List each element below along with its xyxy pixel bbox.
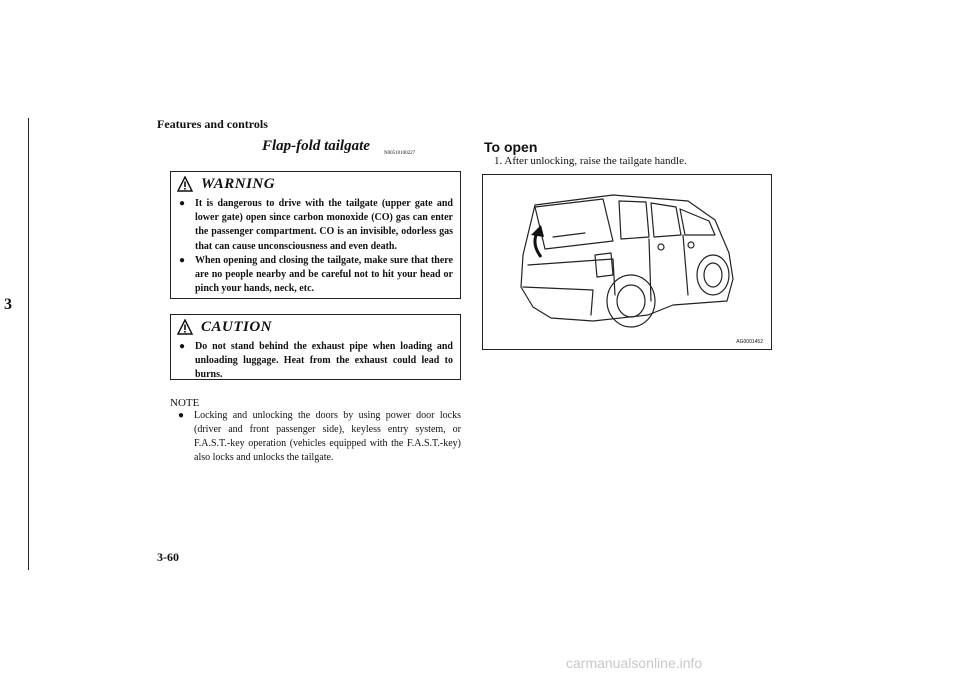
section-title: Flap-fold tailgate [262, 138, 370, 154]
subheading-to-open: To open [484, 139, 538, 155]
bullet-icon: ● [179, 341, 186, 352]
caution-title: CAUTION [201, 318, 273, 335]
raise-arrow-icon [531, 225, 544, 257]
chapter-tab [0, 118, 29, 570]
caution-list [179, 340, 453, 383]
caution-triangle-icon [177, 319, 193, 335]
watermark: carmanualsonline.info [566, 655, 703, 671]
warning-triangle-icon [177, 176, 193, 192]
bullet-icon: ● [179, 198, 186, 209]
caution-item: ● Do not stand behind the exhaust pipe when loading and unloading luggage. Heat from the exhaust could lead to burns. [179, 341, 453, 381]
warning-item: ● When opening and closing the tailgate, make sure that there are no people nearby and be careful not to hit your head or pinch your hands, neck, etc. [179, 254, 453, 295]
warning-header [177, 174, 275, 194]
warning-item: ● It is dangerous to drive with the tailgate (upper gate and lower gate) open since carbon monoxide (CO) gas can enter the passenger compartment. CO is an invisible, odorless gas that can cause unconsciousness and even death. [179, 198, 453, 252]
page-number: 3-60 [157, 550, 179, 564]
figure-code: AG0001452 [736, 339, 763, 345]
note-item: ● Locking and unlocking the doors by using power door locks (driver and front passenger side), keyless entry system, or F.A.S.T.-key operation (vehicles equipped with the F.A.S.T.-key) also locks and unlocks the tailgate. [178, 410, 461, 463]
warning-box [170, 171, 461, 299]
chapter-number: 3 [4, 296, 12, 313]
caution-header [177, 317, 272, 337]
note-label: NOTE [170, 397, 200, 409]
running-header: Features and controls [157, 117, 268, 131]
caution-box [170, 314, 461, 380]
step-1: 1. After unlocking, raise the tailgate handle. [494, 155, 687, 167]
suv-rear-illustration [483, 175, 773, 351]
warning-title: WARNING [201, 175, 276, 192]
bullet-icon: ● [179, 254, 186, 266]
tailgate-figure [482, 174, 772, 350]
section-code: N00510100227 [384, 151, 416, 156]
warning-list [179, 197, 453, 296]
bullet-icon: ● [178, 410, 185, 421]
